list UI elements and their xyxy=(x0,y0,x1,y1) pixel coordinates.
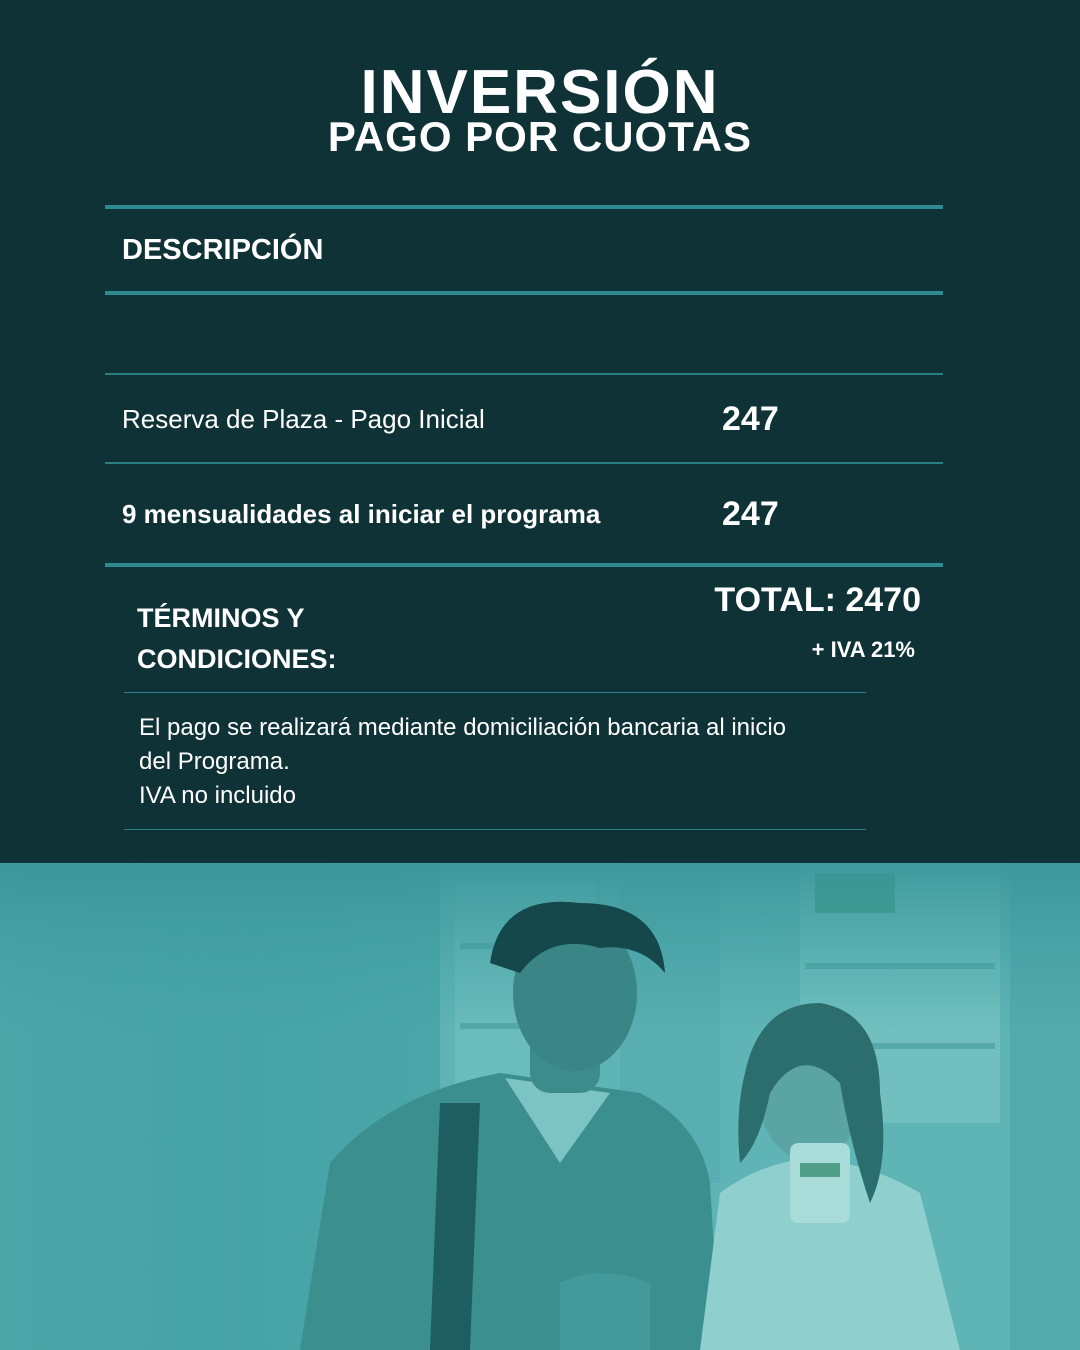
table-row-label: Reserva de Plaza - Pago Inicial xyxy=(122,404,485,434)
terms-text xyxy=(139,711,859,813)
photo-illustration xyxy=(0,863,1080,1350)
table-header-description: DESCRIPCIÓN xyxy=(122,234,324,266)
table-bottom-divider xyxy=(105,563,943,567)
pharmacy-photo xyxy=(0,863,1080,1350)
table-top-divider xyxy=(105,205,943,209)
terms-line: IVA no incluido xyxy=(139,782,296,809)
terms-title-line: CONDICIONES: xyxy=(137,644,337,674)
terms-line: del Programa. xyxy=(139,748,290,775)
table-row-value: 247 xyxy=(722,495,779,533)
iva-note: + IVA 21% xyxy=(811,637,915,662)
terms-title xyxy=(137,598,437,680)
table-row-label: 9 mensualidades al iniciar el programa xyxy=(122,499,601,529)
terms-divider-bottom xyxy=(124,829,866,830)
terms-title-line: TÉRMINOS Y xyxy=(137,603,305,633)
terms-divider-top xyxy=(124,692,866,693)
page-subtitle: PAGO POR CUOTAS xyxy=(327,113,753,160)
total-amount: TOTAL: 2470 xyxy=(714,581,921,619)
row-divider xyxy=(105,373,943,375)
page-title: INVERSIÓN xyxy=(360,58,720,127)
table-header-divider xyxy=(105,291,943,295)
row-divider xyxy=(105,462,943,464)
terms-line: El pago se realizará mediante domiciliación bancaria al inicio xyxy=(139,714,787,741)
table-row-value: 247 xyxy=(722,400,779,438)
